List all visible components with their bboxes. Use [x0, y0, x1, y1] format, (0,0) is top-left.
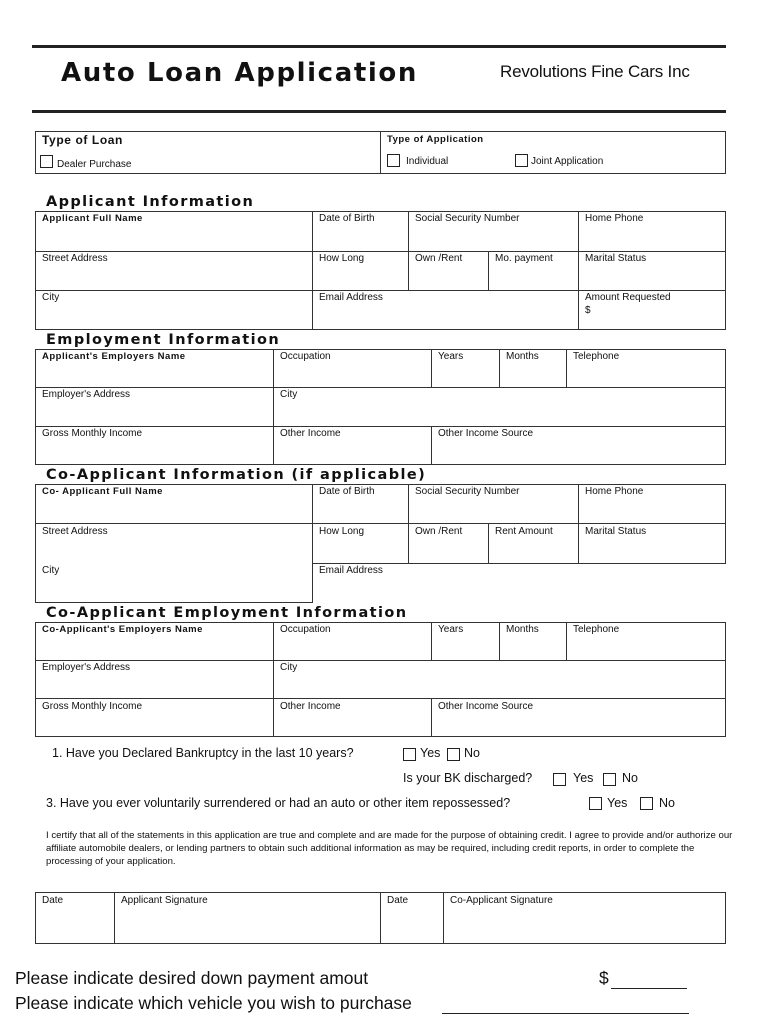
page-title: Auto Loan Application: [61, 58, 418, 88]
type-of-application-label: Type of Application: [387, 134, 484, 145]
joint-application-label: Joint Application: [531, 156, 604, 167]
employer-address-field[interactable]: Employer's Address: [42, 389, 131, 400]
bk-discharged-yes-label: Yes: [573, 771, 594, 785]
bk-discharged-no-checkbox[interactable]: [603, 773, 616, 786]
employment-info-grid: [35, 349, 726, 465]
co-applicant-street-field[interactable]: Street Address: [42, 526, 108, 537]
co-years-field[interactable]: Years: [438, 624, 464, 635]
down-payment-dollar: $: [599, 968, 609, 988]
co-employer-address-field[interactable]: Employer's Address: [42, 662, 131, 673]
co-applicant-signature-field[interactable]: Co-Applicant Signature: [450, 895, 553, 906]
co-applicant-marital-field[interactable]: Marital Status: [585, 526, 647, 537]
applicant-city-field[interactable]: City: [42, 292, 60, 303]
co-applicant-email-field[interactable]: Email Address: [319, 565, 383, 576]
co-applicant-info-heading: Co-Applicant Information (if applicable): [46, 467, 427, 483]
co-gross-monthly-income-field[interactable]: Gross Monthly Income: [42, 701, 143, 712]
applicant-dob-field[interactable]: Date of Birth: [319, 213, 375, 224]
gross-monthly-income-field[interactable]: Gross Monthly Income: [42, 428, 143, 439]
co-applicant-full-name-field[interactable]: Co- Applicant Full Name: [42, 486, 163, 497]
dealer-purchase-checkbox[interactable]: [40, 155, 53, 168]
type-of-loan-label: Type of Loan: [42, 133, 123, 147]
applicant-marital-field[interactable]: Marital Status: [585, 253, 647, 264]
down-payment-input[interactable]: [611, 988, 687, 989]
co-applicant-rent-amount-field[interactable]: Rent Amount: [495, 526, 553, 537]
applicant-info-heading: Applicant Information: [46, 194, 255, 210]
applicant-signature-field[interactable]: Applicant Signature: [121, 895, 208, 906]
co-months-field[interactable]: Months: [506, 624, 539, 635]
co-employment-info-heading: Co-Applicant Employment Information: [46, 605, 408, 621]
employer-city-field[interactable]: City: [280, 389, 298, 400]
co-other-income-source-field[interactable]: Other Income Source: [438, 701, 534, 712]
repossession-no-label: No: [659, 796, 675, 810]
applicant-how-long-field[interactable]: How Long: [319, 253, 365, 264]
repossession-question: 3. Have you ever voluntarily surrendered or had an auto or other item repossessed?: [46, 796, 511, 810]
years-field[interactable]: Years: [438, 351, 464, 362]
co-applicant-dob-field[interactable]: Date of Birth: [319, 486, 375, 497]
co-telephone-field[interactable]: Telephone: [573, 624, 620, 635]
applicant-email-field[interactable]: Email Address: [319, 292, 383, 303]
bankruptcy-question: 1. Have you Declared Bankruptcy in the last 10 years?: [52, 746, 354, 760]
header-bottom-rule: [32, 110, 726, 113]
repossession-yes-label: Yes: [607, 796, 628, 810]
other-income-field[interactable]: Other Income: [280, 428, 341, 439]
individual-checkbox[interactable]: [387, 154, 400, 167]
co-applicant-city-field[interactable]: City: [42, 565, 60, 576]
bankruptcy-yes-checkbox[interactable]: [403, 748, 416, 761]
repossession-no-checkbox[interactable]: [640, 797, 653, 810]
bk-discharged-question: Is your BK discharged?: [403, 771, 533, 785]
down-payment-label: Please indicate desired down payment amout: [15, 968, 369, 988]
company-name: Revolutions Fine Cars Inc: [500, 62, 690, 81]
vehicle-input[interactable]: [442, 1013, 689, 1014]
co-applicant-ssn-field[interactable]: Social Security Number: [415, 486, 520, 497]
co-employer-name-field[interactable]: Co-Applicant's Employers Name: [42, 624, 203, 635]
months-field[interactable]: Months: [506, 351, 539, 362]
dealer-purchase-label: Dealer Purchase: [57, 159, 132, 170]
employer-name-field[interactable]: Applicant's Employers Name: [42, 351, 186, 362]
amount-requested-field[interactable]: Amount Requested: [585, 292, 671, 303]
co-other-income-field[interactable]: Other Income: [280, 701, 341, 712]
co-employment-info-grid: [35, 622, 726, 737]
co-applicant-home-phone-field[interactable]: Home Phone: [585, 486, 644, 497]
bk-discharged-no-label: No: [622, 771, 638, 785]
co-occupation-field[interactable]: Occupation: [280, 624, 331, 635]
other-income-source-field[interactable]: Other Income Source: [438, 428, 534, 439]
applicant-own-rent-field[interactable]: Own /Rent: [415, 253, 463, 264]
joint-application-checkbox[interactable]: [515, 154, 528, 167]
co-applicant-how-long-field[interactable]: How Long: [319, 526, 365, 537]
applicant-home-phone-field[interactable]: Home Phone: [585, 213, 644, 224]
bankruptcy-no-checkbox[interactable]: [447, 748, 460, 761]
bankruptcy-yes-label: Yes: [420, 746, 441, 760]
repossession-yes-checkbox[interactable]: [589, 797, 602, 810]
bankruptcy-no-label: No: [464, 746, 480, 760]
individual-label: Individual: [406, 156, 449, 167]
applicant-ssn-field[interactable]: Social Security Number: [415, 213, 520, 224]
certification-text: I certify that all of the statements in this application are true and complete and are made for the purpose of obtaining credit. I agree to provide and/or authorize our affiliate automobile dealers, or lending partners to obtain such additional information as may be required, including credit reports, in order to complete the processing of your application.: [46, 830, 733, 867]
applicant-full-name-field[interactable]: Applicant Full Name: [42, 213, 143, 224]
co-applicant-own-rent-field[interactable]: Own /Rent: [415, 526, 463, 537]
amount-requested-dollar: $: [585, 305, 591, 316]
co-employer-city-field[interactable]: City: [280, 662, 298, 673]
co-applicant-sign-date-field[interactable]: Date: [387, 895, 409, 906]
top-rule: [32, 45, 726, 48]
applicant-sign-date-field[interactable]: Date: [42, 895, 64, 906]
applicant-mo-payment-field[interactable]: Mo. payment: [495, 253, 553, 264]
applicant-info-grid: [35, 211, 726, 330]
employment-info-heading: Employment Information: [46, 332, 281, 348]
telephone-field[interactable]: Telephone: [573, 351, 620, 362]
vehicle-label: Please indicate which vehicle you wish to purchase: [15, 993, 412, 1013]
occupation-field[interactable]: Occupation: [280, 351, 331, 362]
bk-discharged-yes-checkbox[interactable]: [553, 773, 566, 786]
applicant-street-field[interactable]: Street Address: [42, 253, 108, 264]
